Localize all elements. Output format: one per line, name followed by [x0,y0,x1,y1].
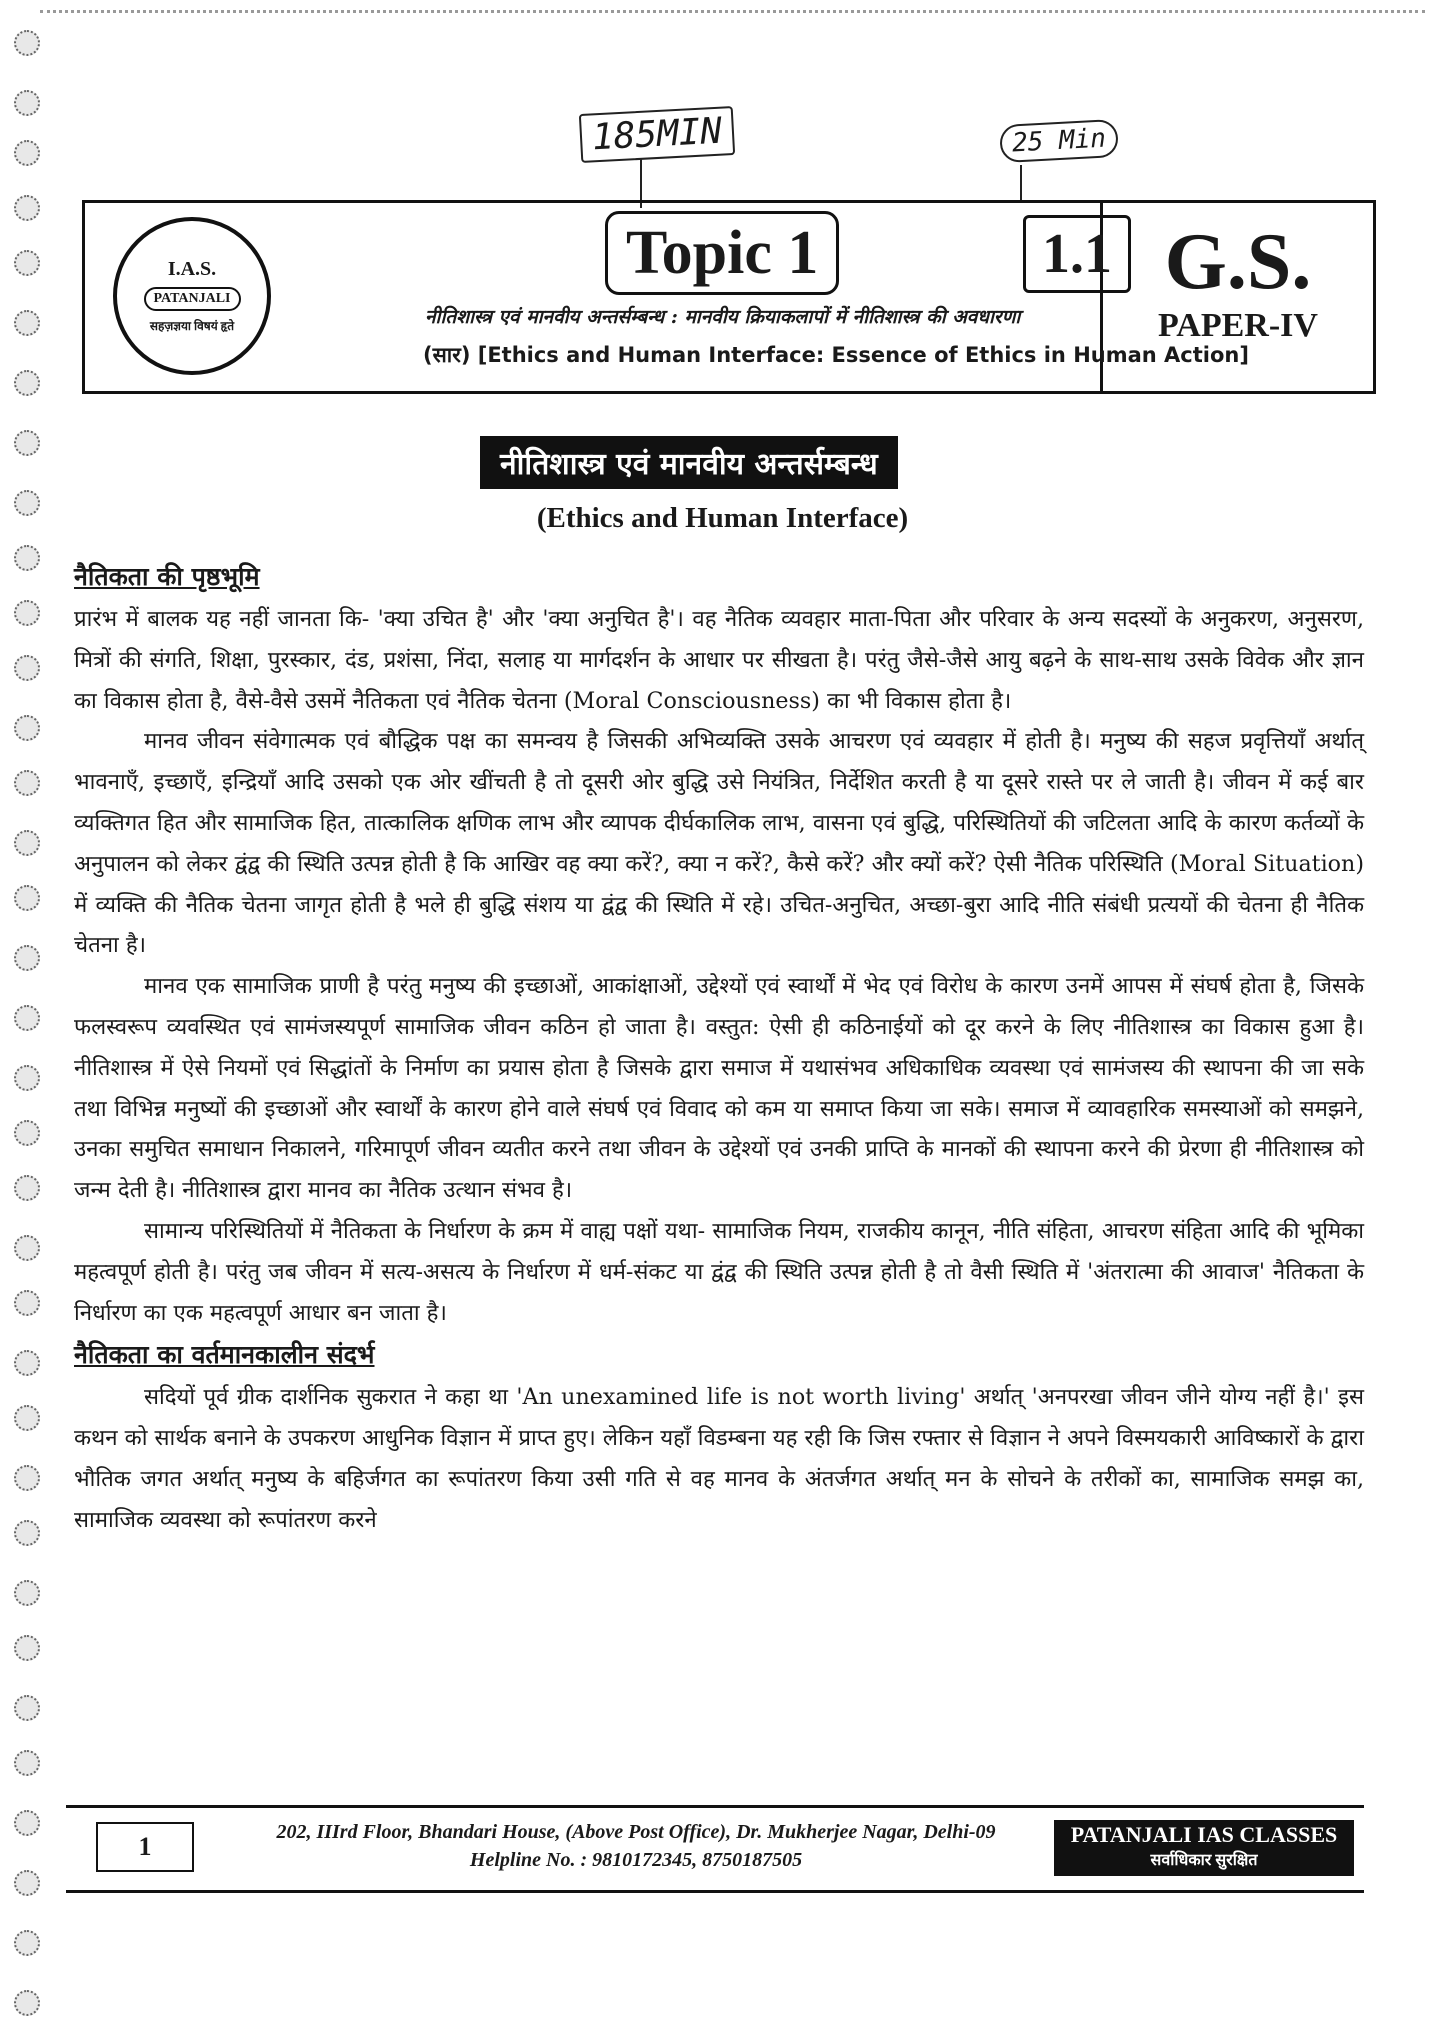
binding-hole [14,250,40,276]
paragraph-5: सदियों पूर्व ग्रीक दार्शनिक सुकरात ने कहा था 'An unexamined life is not worth living' अर्थात् 'अनपरखा जीवन जीने योग्य नहीं है।' इस कथन को सार्थक बनाने के उपकरण आधुनिक विज्ञान में प्राप्त हुए। लेकिन यहाँ विडम्बना यह रही कि जिस रफ्तार से विज्ञान ने अपने विस्मयकारी आविष्कारों के द्वारा भौतिक जगत अर्थात् मनुष्य के बहिर्जगत का रूपांतरण किया उसी गति से वह मानव के अंतर्जगत अर्थात् मन के सोचने के तरीकों का, सामाजिक समझ का, सामाजिक व्यवस्था को रूपांतरण करने [74,1384,1365,1533]
english-subtitle: (सार) [Ethics and Human Interface: Essence of Ethics in Human Action] [423,343,1249,367]
binding-hole [14,1520,40,1546]
handwritten-part-time: 25 Min [999,119,1119,163]
binding-hole [14,1120,40,1146]
paragraph-4: सामान्य परिस्थितियों में नैतिकता के निर्धारण के क्रम में वाह्य पक्षों यथा- सामाजिक नियम, राजकीय कानून, नीति संहिता, आचरण संहिता आदि की भूमिका महत्वपूर्ण होती है। परंतु जब जीवन में सत्य-असत्य के निर्धारण में धर्म-संकट या द्वंद्व की स्थिति उत्पन्न होती है तो वैसी स्थिति में 'अंतरात्मा की आवाज' नैतिकता के निर्धारण का एक महत्वपूर्ण आधार बन जाता है। [74,1217,1364,1326]
page-number: 1 [96,1822,194,1872]
paragraph-1: प्रारंभ में बालक यह नहीं जानता कि- 'क्या उचित है' और 'क्या अनुचित है'। वह नैतिक व्यवहार माता-पिता और परिवार के अन्य सदस्यों के अनुकरण, अनुसरण, मित्रों की संगति, शिक्षा, पुरस्कार, दंड, प्रशंसा, निंदा, सलाह या मार्गदर्शन के आधार पर सीखता है। परंतु जैसे-जैसे आयु बढ़ने के साथ-साथ उसके विवेक और ज्ञान का विकास होता है, वैसे-वैसे उसमें नैतिकता एवं नैतिक चेतना (Moral Consciousness) का भी विकास होता है। [74,606,1364,714]
binding-hole [14,1580,40,1606]
binding-hole [14,600,40,626]
topic-header [82,200,1376,394]
binding-hole [14,195,40,221]
logo-area [85,203,345,391]
binding-hole [14,1065,40,1091]
binding-hole [14,1235,40,1261]
binding-hole [14,90,40,116]
binding-hole [14,1635,40,1661]
binding-hole [14,1930,40,1956]
page-content [74,555,1364,1541]
binding-holes [14,30,44,2030]
brand-block [1054,1820,1354,1876]
heading-background: नैतिकता की पृष्ठभूमि [74,562,260,591]
hindi-subtitle: नीतिशास्त्र एवं मानवीय अन्तर्सम्बन्ध : मानवीय क्रियाकलापों में नीतिशास्त्र की अवधारणा [425,306,1021,328]
section-title: नीतिशास्त्र एवं मानवीय अन्तर्सम्बन्ध [480,436,898,489]
binding-hole [14,770,40,796]
binding-hole [14,1695,40,1721]
brand-name: PATANJALI IAS CLASSES [1070,1822,1338,1847]
binding-hole [14,715,40,741]
footer-address: 202, IIIrd Floor, Bhandari House, (Above Post Office), Dr. Mukherjee Nagar, Delhi-09 [276,1821,996,1843]
patanjali-logo [113,217,271,375]
handwritten-total-time: 185MIN [579,106,735,163]
binding-hole [14,1810,40,1836]
binding-hole [14,1405,40,1431]
page-top-edge [40,10,1425,21]
binding-hole [14,310,40,336]
page-footer [66,1805,1364,1893]
binding-hole [14,1750,40,1776]
binding-hole [14,1175,40,1201]
logo-motto: सहज़ज्ञया विषयं हृते [149,319,235,333]
binding-hole [14,545,40,571]
binding-hole [14,1350,40,1376]
gs-label: G.S. [1164,218,1312,306]
binding-hole [14,1005,40,1031]
binding-hole [14,830,40,856]
binding-hole [14,30,40,56]
topic-label: Topic 1 [605,211,839,295]
logo-ias: I.A.S. [167,258,217,280]
topic-number: 1.1 [1023,215,1131,293]
heading-contemporary: नैतिकता का वर्तमानकालीन संदर्भ [74,1340,375,1370]
section-subtitle: (Ethics and Human Interface) [536,502,909,534]
paragraph-3: मानव एक सामाजिक प्राणी है परंतु मनुष्य की इच्छाओं, आकांक्षाओं, उद्देश्यों एवं स्वार्थों में भेद एवं विरोध के कारण उनमें आपस में संघर्ष होता है, जिसके फलस्वरूप व्यवस्थित एवं सामंजस्यपूर्ण सामाजिक जीवन कठिन हो जाता है। वस्तुत: ऐसी ही कठिनाईयों को दूर करने के लिए नीतिशास्त्र का विकास हुआ है। नीतिशास्त्र में ऐसे नियमों एवं सिद्धांतों के निर्माण का प्रयास होता है जिसके द्वारा समाज में यथासंभव अधिकाधिक व्यवस्था एवं सामंजस्य की स्थापना की जा सके तथा विभिन्न मनुष्यों की इच्छाओं और स्वार्थों के कारण होने वाले संघर्ष एवं विवाद को कम या समाप्त किया जा सके। समाज में व्यावहारिक समस्याओं को समझने, उनका समुचित समाधान निकालने, गरिमापूर्ण जीवन व्यतीत करने तथा जीवन के उद्देश्यों एवं उनकी प्राप्ति के मानकों की स्थापना करने की प्रेरणा ही नीतिशास्त्र को जन्म देती है। नीतिशास्त्र द्वारा मानव का नैतिक उत्थान संभव है। [74,973,1364,1204]
binding-hole [14,1465,40,1491]
binding-hole [14,885,40,911]
paper-label: PAPER-IV [1158,307,1318,344]
paragraph-2: मानव जीवन संवेगात्मक एवं बौद्धिक पक्ष का समन्वय है जिसकी अभिव्यक्ति उसके आचरण एवं व्यवहार में होती है। मनुष्य की सहज प्रवृत्तियाँ अर्थात् भावनाएँ, इच्छाएँ, इन्द्रियाँ आदि उसको एक ओर खींचती है तो दूसरी ओर बुद्धि उसे नियंत्रित, निर्देशित करती है या दूसरे रास्ते पर ले जाती है। जीवन में कई बार व्यक्तिगत हित और सामाजिक हित, तात्कालिक क्षणिक लाभ और व्यापक दीर्घकालिक लाभ, वासना एवं बुद्धि, परिस्थितियों की जटिलता आदि के कारण कर्तव्यों के अनुपालन को लेकर द्वंद्व की स्थिति उत्पन्न होती है कि आखिर वह क्या करें?, क्या न करें?, कैसे करें? और क्यों करें? ऐसी नैतिक परिस्थिति (Moral Situation) में व्यक्ति की नैतिक चेतना जागृत होती है भले ही बुद्धि संशय या द्वंद्व की स्थिति में रहे। उचित-अनुचित, अच्छा-बुरा आदि नीति संबंधी प्रत्ययों की चेतना ही नैतिक चेतना है। [74,728,1364,959]
binding-hole [14,655,40,681]
footer-helpline: Helpline No. : 9810172345, 8750187505 [469,1849,803,1871]
binding-hole [14,370,40,396]
binding-hole [14,430,40,456]
arrow-up [1020,165,1022,203]
binding-hole [14,1990,40,2016]
logo-name: PATANJALI [144,287,241,311]
binding-hole [14,140,40,166]
binding-hole [14,945,40,971]
brand-rights: सर्वाधिकार सुरक्षित [1150,1852,1258,1869]
footer-address-block [226,1818,1046,1874]
binding-hole [14,1290,40,1316]
binding-hole [14,1870,40,1896]
